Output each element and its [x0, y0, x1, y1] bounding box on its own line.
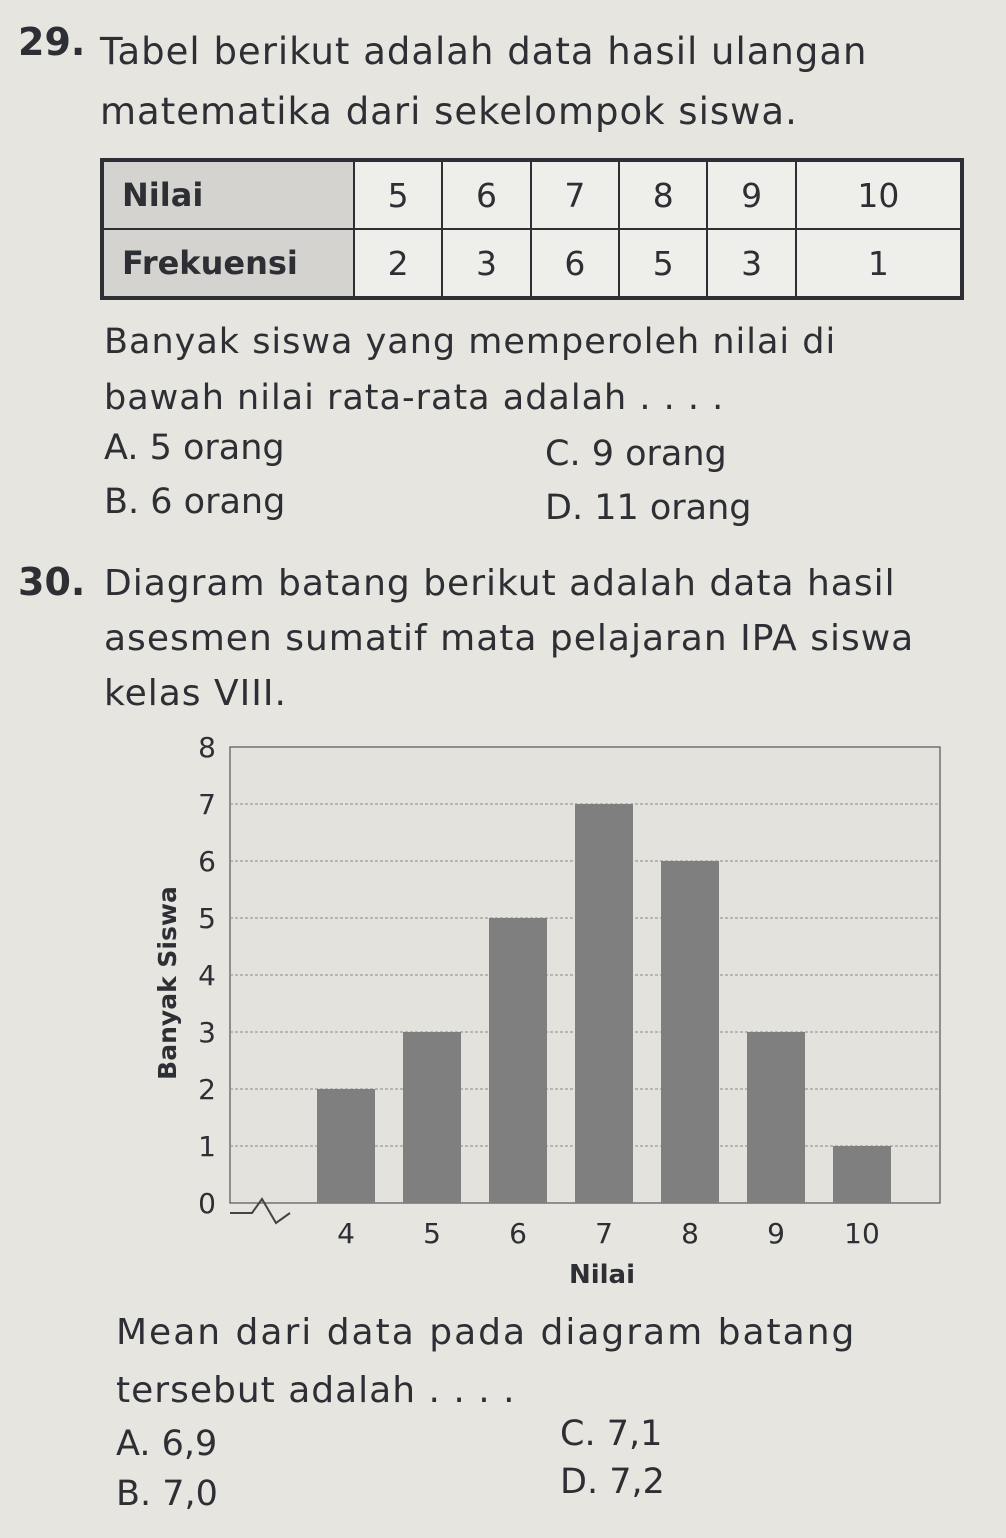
question-30-text-line-1: Diagram batang berikut adalah data hasil — [104, 563, 896, 604]
y-tick-label: 2 — [198, 1073, 216, 1106]
bar-10 — [833, 1146, 891, 1203]
table-cell: 5 — [354, 160, 442, 229]
bar-6 — [489, 918, 547, 1203]
question-29-prompt-line-1: Banyak siswa yang memperoleh nilai di — [104, 322, 837, 362]
y-tick-label: 1 — [198, 1130, 216, 1163]
table-cell: 5 — [619, 229, 707, 298]
bar-7 — [575, 804, 633, 1203]
table-cell: 10 — [796, 160, 962, 229]
bar-8 — [661, 861, 719, 1203]
question-29-text-line-2: matematika dari sekelompok siswa. — [100, 90, 798, 133]
question-30-option-c[interactable]: C. 7,1 — [560, 1414, 663, 1454]
table-cell: 8 — [619, 160, 707, 229]
bar-9 — [747, 1032, 805, 1203]
table-cell: 3 — [442, 229, 530, 298]
question-29-number: 29. — [18, 20, 86, 64]
y-tick-label: 8 — [198, 735, 216, 764]
table-row — [102, 160, 962, 229]
x-tick-label: 4 — [337, 1217, 355, 1250]
table-row — [102, 229, 962, 298]
x-tick-label: 5 — [423, 1217, 441, 1250]
y-tick-label: 5 — [198, 902, 216, 935]
y-tick-label: 3 — [198, 1016, 216, 1049]
table-cell: 3 — [707, 229, 795, 298]
y-axis-label: Banyak Siswa — [153, 886, 182, 1080]
question-30-prompt-line-1: Mean dari data pada diagram batang — [116, 1312, 857, 1353]
x-tick-labels — [337, 1217, 880, 1250]
y-tick-label: 7 — [198, 788, 216, 821]
x-tick-label: 10 — [844, 1217, 880, 1250]
table-cell: 9 — [707, 160, 795, 229]
bar-chart — [140, 735, 960, 1295]
question-30-text-line-3: kelas VIII. — [104, 673, 287, 714]
table-cell: 6 — [531, 229, 619, 298]
frequency-table — [100, 158, 964, 300]
table-cell: 1 — [796, 229, 962, 298]
y-tick-label: 0 — [198, 1187, 216, 1220]
x-tick-label: 9 — [767, 1217, 785, 1250]
question-29-option-a[interactable]: A. 5 orang — [104, 428, 285, 468]
x-tick-label: 8 — [681, 1217, 699, 1250]
table-cell: 6 — [442, 160, 530, 229]
question-30-text-line-2: asesmen sumatif mata pelajaran IPA siswa — [104, 618, 915, 659]
table-header-nilai: Nilai — [102, 160, 354, 229]
x-axis-label: Nilai — [568, 1260, 636, 1290]
x-tick-label: 6 — [509, 1217, 527, 1250]
question-29-text-line-1: Tabel berikut adalah data hasil ulangan — [100, 30, 868, 73]
question-30-option-b[interactable]: B. 7,0 — [116, 1474, 218, 1514]
table-cell: 2 — [354, 229, 442, 298]
y-tick-labels — [198, 735, 216, 1220]
question-29-option-b[interactable]: B. 6 orang — [104, 482, 286, 522]
question-29-option-c[interactable]: C. 9 orang — [545, 434, 727, 474]
question-29-prompt-line-2: bawah nilai rata-rata adalah . . . . — [104, 378, 725, 418]
y-tick-label: 4 — [198, 959, 216, 992]
question-30-prompt-line-2: tersebut adalah . . . . — [116, 1370, 516, 1411]
question-30-option-a[interactable]: A. 6,9 — [116, 1424, 218, 1464]
y-tick-label: 6 — [198, 845, 216, 878]
question-29-option-d[interactable]: D. 11 orang — [545, 488, 752, 528]
question-30-option-d[interactable]: D. 7,2 — [560, 1462, 665, 1502]
x-tick-label: 7 — [595, 1217, 613, 1250]
question-30-number: 30. — [18, 560, 86, 604]
table-cell: 7 — [531, 160, 619, 229]
bar-5 — [403, 1032, 461, 1203]
table-header-frekuensi: Frekuensi — [102, 229, 354, 298]
bar-4 — [317, 1089, 375, 1203]
